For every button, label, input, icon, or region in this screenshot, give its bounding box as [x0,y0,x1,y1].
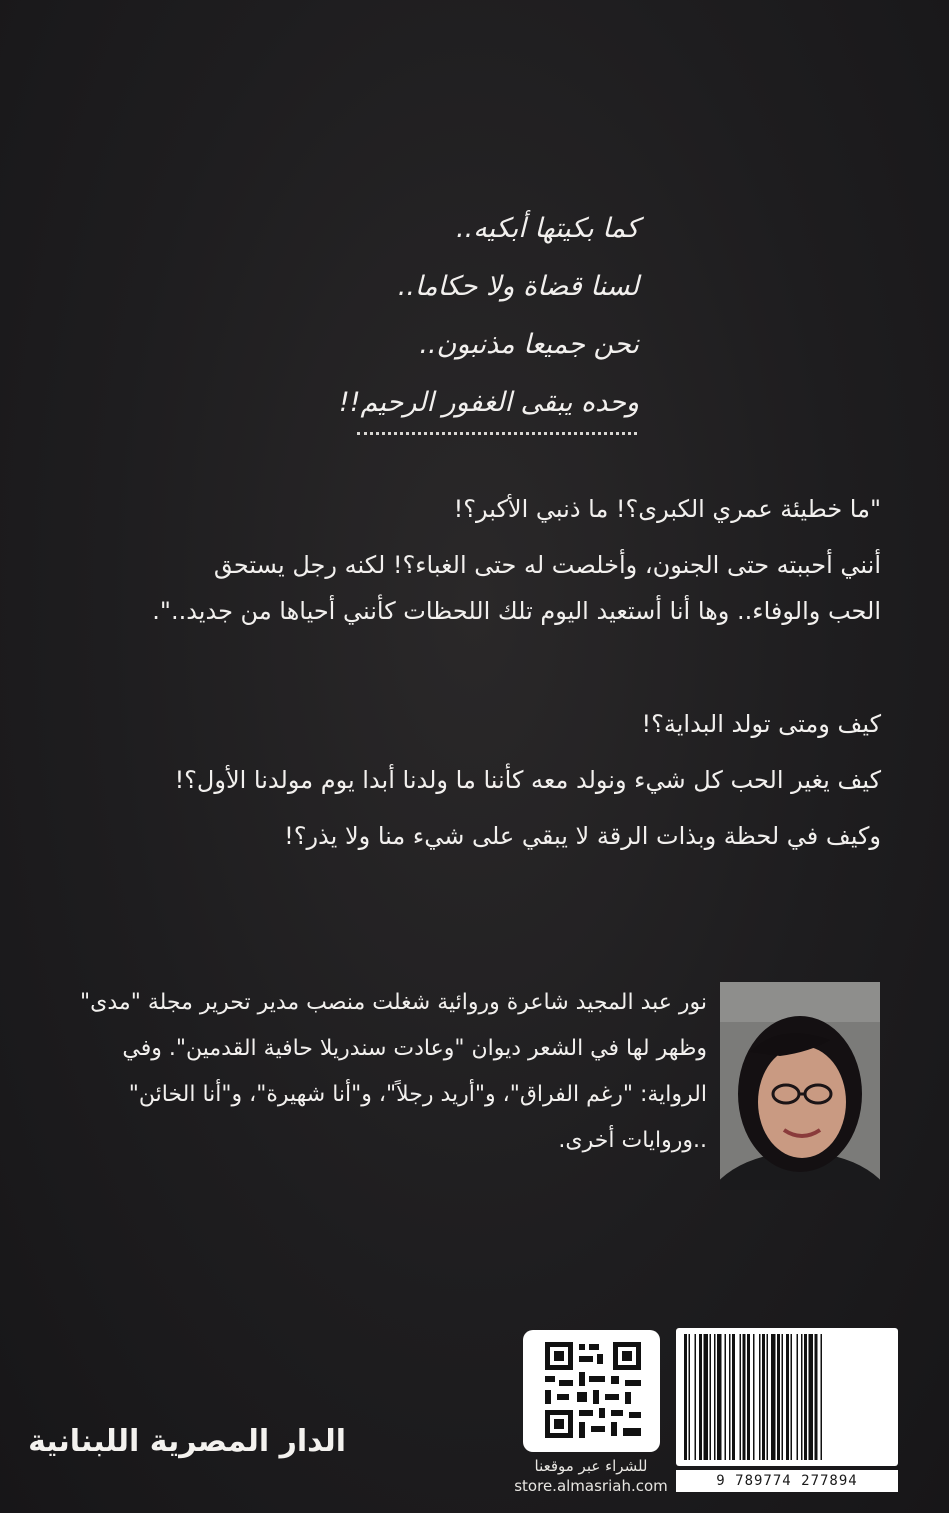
qr-caption-arabic: للشراء عبر موقعنا [534,1457,648,1475]
barcode [676,1328,898,1466]
blurb-block [61,486,881,864]
qr-caption-url: store.almasriah.com [514,1477,668,1495]
blurb-spacer [61,634,881,696]
question-2: كيف يغير الحب كل شيء ونولد معه كأننا ما ولدنا أبدا يوم مولدنا الأول؟! [174,766,881,794]
question-1: كيف ومتى تولد البداية؟! [641,710,881,738]
qr-code-icon [523,1330,660,1452]
author-bio [80,980,707,1164]
poem-line-2: لسنا قضاة ولا حكاما.. [397,271,639,302]
publisher-logo: الدار المصرية اللبنانية [28,1424,346,1459]
barcode-icon [676,1328,898,1466]
quote-title: "ما خطيئة عمري الكبرى؟! ما ذنبي الأكبر؟! [453,495,881,523]
poem-line-4: وحده يبقى الغفور الرحيم!! [338,387,639,418]
bio-line-3: الرواية: "رغم الفراق"، و"أريد رجلاً"، و"أنا شهيرة"، و"أنا الخائن" [128,1082,707,1107]
qr-code[interactable] [523,1330,660,1452]
dotted-divider [357,432,637,435]
quote-line-2: الحب والوفاء.. وها أنا أستعيد اليوم تلك اللحظات كأنني أحياها من جديد..". [152,597,881,625]
quote-line-1: أنني أحببته حتى الجنون، وأخلصت له حتى الغباء؟! لكنه رجل يستحق [213,551,881,579]
isbn-number: 9 789774 277894 [676,1470,898,1492]
author-photo [720,982,880,1190]
bio-line-4: ..وروايات أخرى. [558,1128,707,1153]
author-portrait-icon [720,982,880,1190]
poem-line-1: كما بكيتها أبكيه.. [456,213,639,244]
question-3: وكيف في لحظة وبذات الرقة لا يبقي على شيء منا ولا يذر؟! [284,822,881,850]
poem-line-3: نحن جميعا مذنبون.. [419,329,639,360]
questions-block [61,696,881,864]
poem-block [219,200,639,432]
bio-line-1: نور عبد المجيد شاعرة وروائية شغلت منصب مدير تحرير مجلة "مدى" [80,990,707,1015]
qr-caption [496,1456,686,1496]
bio-line-2: وظهر لها في الشعر ديوان "وعادت سندريلا حافية القدمين". وفي [122,1036,707,1061]
